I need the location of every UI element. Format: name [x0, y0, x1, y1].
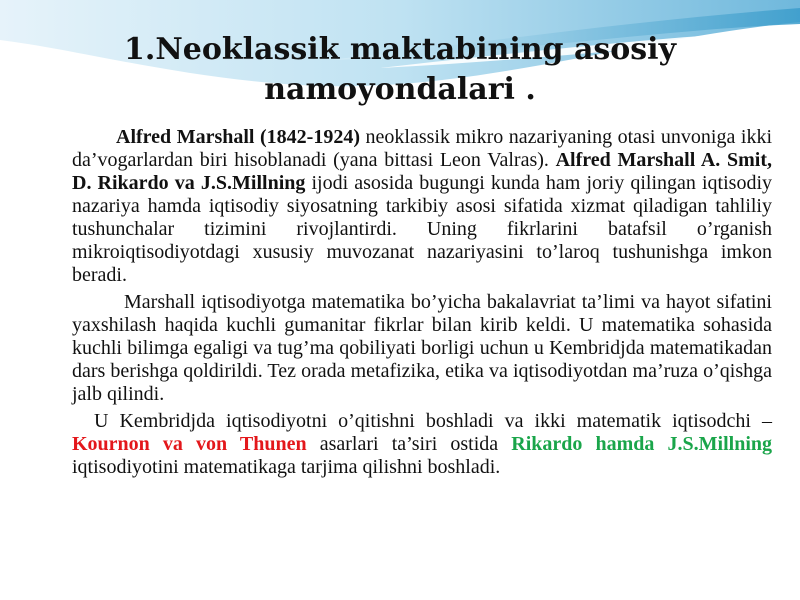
kournon-thunen-highlight: Kournon va von Thunen: [72, 433, 307, 455]
paragraph-1-text-a: neoklassik mikro nazariyaning otasi unvoniga ikki da’vogarlardan biri hisoblanadi (yana bittasi Leon Valras).: [72, 126, 772, 171]
paragraph-1: [72, 126, 772, 287]
slide-body: [72, 126, 772, 483]
slide-title: 1.Neoklassik maktabining asosiy namoyondalari .: [124, 32, 676, 107]
paragraph-3-text-a: U Kembridjda iqtisodiyotni o’qitishni boshladi va ikki matematik iqtisodchi –: [94, 410, 772, 432]
paragraph-2: Marshall iqtisodiyotga matematika bo’yicha bakalavriat ta’limi va hayot sifatini yaxshilash haqida kuchli gumanitar fikrlar bilan kirib keldi. U matematika sohasida kuchli bilimga egaligi va tug’ma qobiliyati borligi uchun u Kembridjda matematikadan dars berishga qoldirildi. Tez orada metafizika, etika va iqtisodiyotdan ma’ruza o’qishga jalb qilindi.: [72, 291, 772, 405]
marshall-name: Alfred Marshall (1842-1924): [116, 126, 360, 148]
economists-list: Alfred Marshall A. Smit, D. Rikardo va J.S.Millning: [72, 149, 772, 194]
rikardo-mill-highlight: Rikardo hamda J.S.Millning: [511, 433, 772, 455]
paragraph-3: [72, 410, 772, 479]
paragraph-1-text-b: ijodi asosida bugungi kunda ham joriy qilingan iqtisodiy nazariya hamda iqtisodiy siyosatning tarkibiy asosi sifatida xizmat qiladigan tahliliy tushunchalar tizimini rivojlantirdi. Uning fikrlarini batafsil o’rganish mikroiqtisodiyotdagi xususiy muvozanat nazariyasini to’laroq tushunishga imkon beradi.: [72, 172, 772, 286]
paragraph-3-text-c: iqtisodiyotini matematikaga tarjima qilishni boshladi.: [72, 456, 501, 478]
paragraph-3-text-b: asarlari ta’siri ostida: [306, 433, 512, 455]
